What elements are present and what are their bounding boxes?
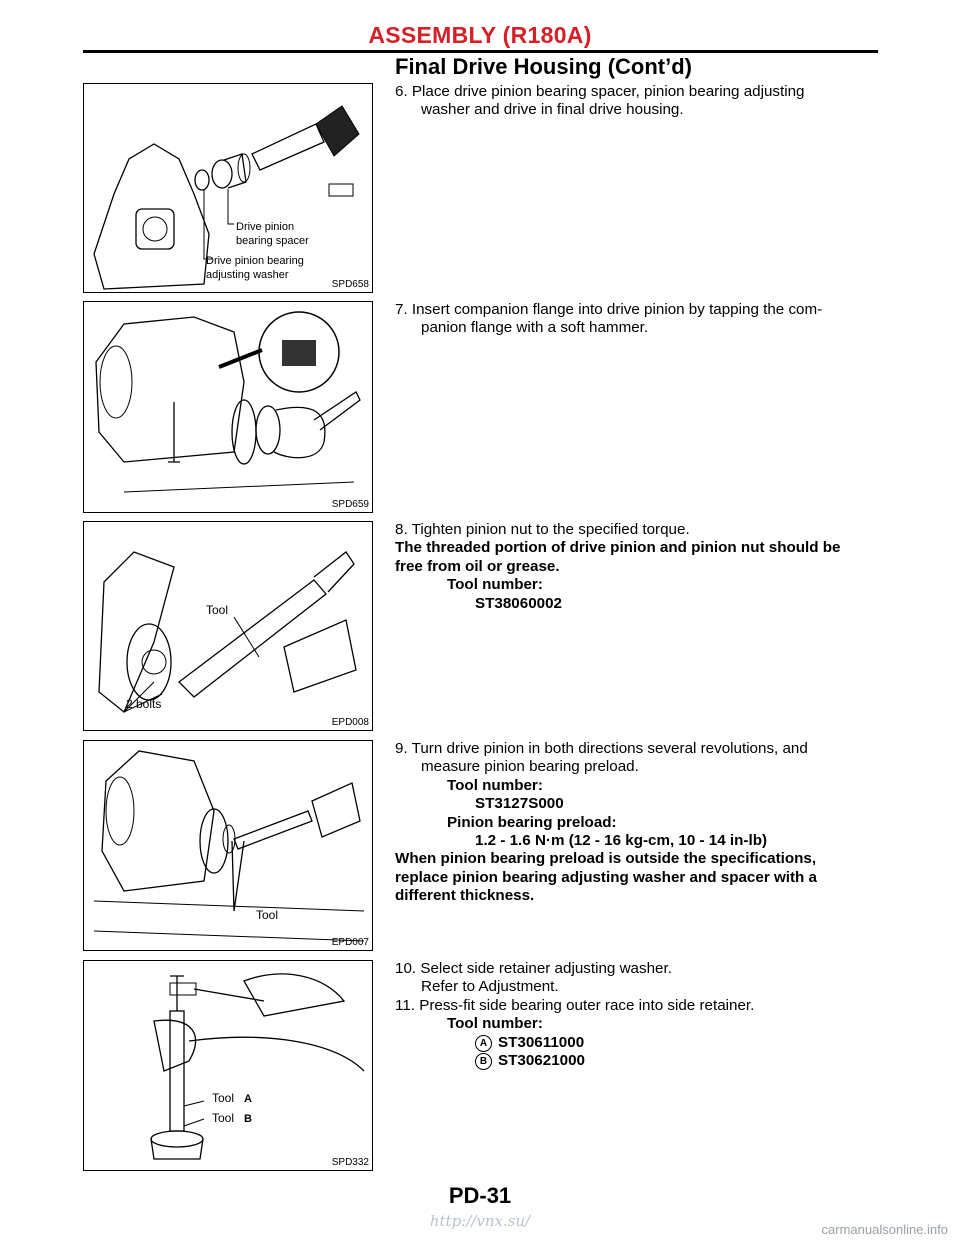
label-tool-a: Tool bbox=[212, 1091, 235, 1105]
figure-epd007 bbox=[83, 740, 373, 951]
figure-code: EPD007 bbox=[331, 937, 369, 948]
figure-spd332 bbox=[83, 960, 373, 1171]
label-adjusting-washer: adjusting washer bbox=[206, 269, 289, 281]
step-8-line-1: 8. Tighten pinion nut to the specified torque. bbox=[395, 521, 690, 538]
page-number: PD-31 bbox=[448, 1183, 512, 1208]
figure-epd008 bbox=[83, 521, 373, 731]
step-6-line-2: washer and drive in final drive housing. bbox=[421, 101, 684, 119]
pinion-preload-illustration bbox=[84, 741, 373, 951]
tool-a-value: ST30611000 bbox=[498, 1033, 585, 1051]
pinion-nut-torque-illustration bbox=[84, 522, 373, 731]
step-6-line-1: 6. Place drive pinion bearing spacer, pinion bearing adjusting bbox=[395, 83, 805, 100]
press-fit-outer-race-illustration bbox=[84, 961, 373, 1171]
step-9-preload-label: Pinion bearing preload: bbox=[447, 813, 617, 831]
step-9-warning-2: replace pinion bearing adjusting washer and spacer with a bbox=[395, 868, 817, 886]
step-11-tool-b bbox=[395, 1052, 881, 1070]
figure-code: SPD659 bbox=[331, 499, 369, 510]
step-8 bbox=[395, 521, 881, 613]
figure-spd658 bbox=[83, 83, 373, 293]
tool-b-value: ST30621000 bbox=[498, 1052, 585, 1070]
label-mark-a: A bbox=[244, 1093, 252, 1105]
page-subtitle: Final Drive Housing (Cont’d) bbox=[395, 54, 692, 79]
figure-code: SPD658 bbox=[331, 279, 369, 290]
label-drive-pinion: Drive pinion bbox=[236, 221, 295, 233]
step-11-tool-a bbox=[395, 1034, 881, 1052]
figure-spd659 bbox=[83, 301, 373, 513]
step-8-warning-1: The threaded portion of drive pinion and pinion nut should be bbox=[395, 539, 841, 557]
circle-b-icon: B bbox=[475, 1053, 492, 1070]
header-divider bbox=[83, 50, 878, 53]
watermark: carmanualsonline.info bbox=[821, 1222, 948, 1237]
step-9-line-1: 9. Turn drive pinion in both directions several revolutions, and bbox=[395, 740, 808, 757]
label-tool: Tool bbox=[206, 603, 229, 617]
step-8-warning-2: free from oil or grease. bbox=[395, 557, 560, 575]
figure-code: EPD008 bbox=[331, 717, 369, 728]
figure-code: SPD332 bbox=[331, 1157, 369, 1168]
drive-pinion-illustration bbox=[84, 84, 373, 293]
step-9-warning-3: different thickness. bbox=[395, 887, 535, 905]
step-8-tool-value: ST38060002 bbox=[475, 594, 562, 612]
label-tool: Tool bbox=[256, 908, 279, 922]
step-7 bbox=[395, 301, 881, 338]
step-9-tool-label: Tool number: bbox=[447, 776, 543, 794]
step-6 bbox=[395, 83, 881, 120]
step-10-line-2: Refer to Adjustment. bbox=[421, 978, 559, 996]
label-mark-b: B bbox=[244, 1113, 252, 1125]
label-tool-b: Tool bbox=[212, 1111, 235, 1125]
step-9-line-2: measure pinion bearing preload. bbox=[421, 758, 639, 776]
label-2-bolts: 2 bolts bbox=[126, 697, 162, 711]
label-bearing-spacer: bearing spacer bbox=[236, 235, 309, 247]
step-8-tool-label: Tool number: bbox=[447, 576, 543, 594]
step-9-tool-value: ST3127S000 bbox=[475, 795, 564, 813]
section-title: ASSEMBLY (R180A) bbox=[368, 22, 592, 48]
step-11-tool-label: Tool number: bbox=[447, 1015, 543, 1033]
step-9 bbox=[395, 740, 881, 906]
footer-link[interactable]: http://vnx.su/ bbox=[429, 1212, 531, 1230]
step-10-line-1: 10. Select side retainer adjusting washer. bbox=[395, 960, 672, 977]
circle-a-icon: A bbox=[475, 1035, 492, 1052]
step-7-line-2: panion flange with a soft hammer. bbox=[421, 319, 649, 337]
label-drive-pinion-bearing: Drive pinion bearing bbox=[206, 255, 304, 267]
step-7-line-1: 7. Insert companion flange into drive pinion by tapping the com- bbox=[395, 301, 823, 318]
step-9-preload-value: 1.2 - 1.6 N·m (12 - 16 kg-cm, 10 - 14 in-lb) bbox=[475, 832, 768, 850]
step-11-line-1: 11. Press-fit side bearing outer race into side retainer. bbox=[395, 996, 755, 1014]
companion-flange-illustration bbox=[84, 302, 373, 513]
step-9-warning-1: When pinion bearing preload is outside the specifications, bbox=[395, 850, 817, 868]
step-10-11 bbox=[395, 960, 881, 1070]
